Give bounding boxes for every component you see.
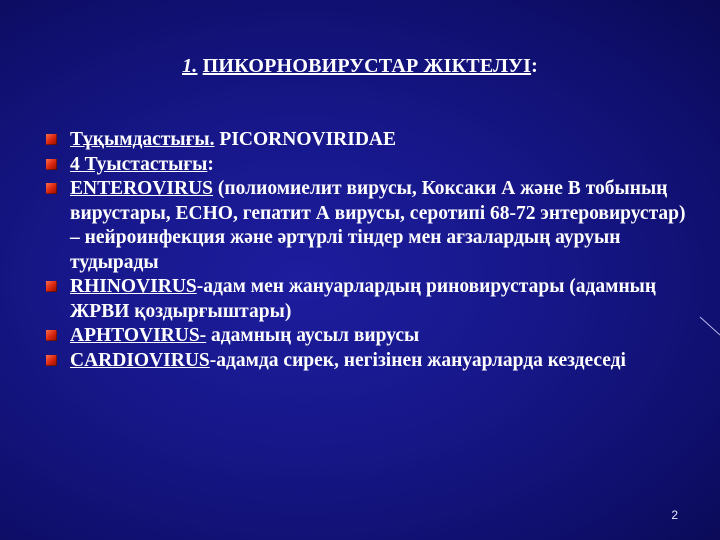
list-item bbox=[46, 153, 686, 178]
item-text: -адам мен жануарлардың риновирустары (адамның ЖРВИ қоздырғыштары) bbox=[70, 276, 657, 322]
square-bullet-icon bbox=[46, 183, 57, 194]
square-bullet-icon bbox=[46, 281, 57, 292]
square-bullet-icon bbox=[46, 159, 57, 170]
square-bullet-icon bbox=[46, 330, 57, 341]
page-number: 2 bbox=[671, 508, 678, 522]
item-lead: RHINOVIRUS bbox=[70, 276, 197, 297]
list-item bbox=[46, 275, 686, 324]
decorative-line-icon bbox=[698, 315, 720, 337]
item-text: PICORNOVIRIDAE bbox=[214, 129, 397, 150]
item-text: : bbox=[207, 153, 214, 175]
item-lead: Тұқымдастығы. bbox=[70, 129, 215, 150]
title-text: ПИКОРНОВИРУСТАР ЖІКТЕЛУІ bbox=[202, 55, 532, 77]
list-item bbox=[46, 177, 686, 275]
item-text: -адамда сирек, негізінен жануарларда кездеседі bbox=[209, 349, 626, 371]
square-bullet-icon bbox=[46, 134, 57, 145]
item-lead: 4 Туыстастығы bbox=[70, 153, 208, 175]
item-lead: CARDIOVIRUS bbox=[70, 349, 210, 371]
list-item bbox=[46, 128, 686, 153]
bullet-list bbox=[46, 128, 686, 373]
list-item bbox=[46, 349, 686, 374]
title-number: 1. bbox=[182, 55, 198, 77]
square-bullet-icon bbox=[46, 355, 57, 366]
item-lead: ENTEROVIRUS bbox=[70, 178, 214, 199]
item-lead: APHTOVIRUS- bbox=[70, 325, 207, 346]
list-item bbox=[46, 324, 686, 349]
item-text: (полиомиелит вирусы, Коксаки А және В тобының вирустары, ЕСНО, гепатит А вирусы, серотипі 68-72 энтеровирустар) – нейроинфекция және әртүрлі тіндер мен ағзалардың ауруын тудырады bbox=[70, 178, 686, 273]
title-colon: : bbox=[531, 55, 538, 77]
item-text: адамның аусыл вирусы bbox=[206, 325, 420, 346]
slide-title bbox=[0, 55, 720, 78]
